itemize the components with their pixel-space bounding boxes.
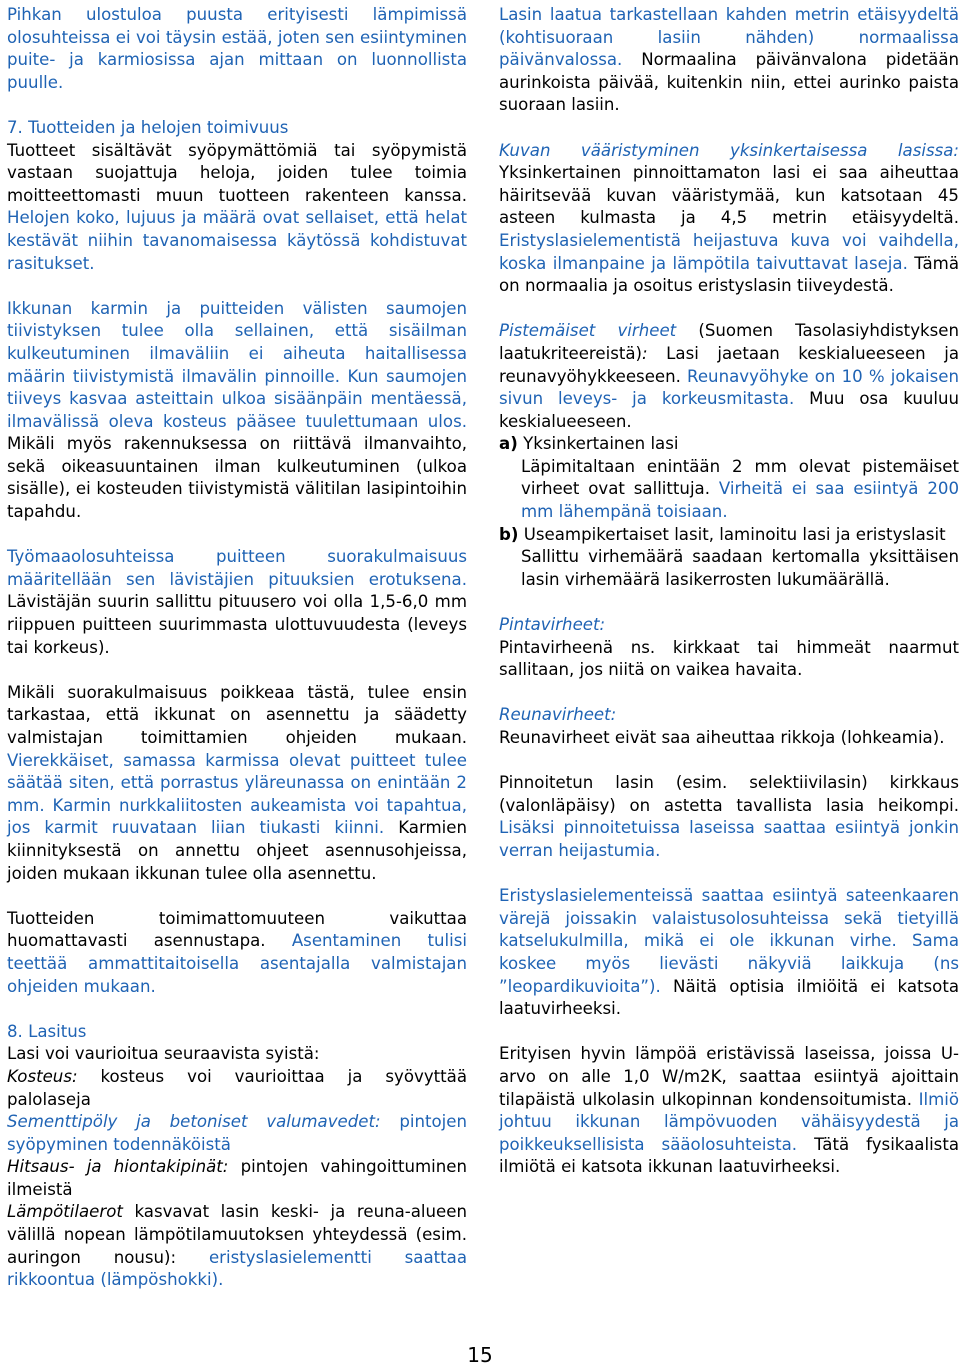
adjust-text-a: Mikäli suorakulmaisuus poikkeaa tästä, tulee ensin tarkastaa, että ikkunat on asennettu ja säädetty valmistajan toimittamien ohjeiden mukaan. <box>7 682 467 747</box>
sealing-text-c: Mikäli myös rakennuksessa on riittävä ilmanvaihto, sekä oikeasuuntainen ilman kulkeutuminen (ulkoa sisälle), ei kosteuden tiivistymistä välitilan lasipintoihin tapahdu. <box>7 434 467 522</box>
paragraph-distortion <box>499 140 959 298</box>
surface-defects-text: Pintavirheenä ns. kirkkaat tai himmeät naarmut sallitaan, jos niitä on vaikea havaita. <box>499 637 959 680</box>
paragraph-edge-defects <box>499 704 959 749</box>
sealing-text-b: Kun saumojen tiiveys kasvaa asteittain ulkoa sisäänpäin mentäessä, ilmavälissä oleva kosteus pääsee tuulettumaan ulos. <box>7 366 467 431</box>
section-8-heading: 8. Lasitus <box>7 1021 87 1041</box>
criteria-item-a <box>499 433 959 456</box>
section-8-intro: Lasi voi vaurioitua seuraavista syistä: <box>7 1044 320 1064</box>
install-text-a: Tuotteiden toimimattomuuteen vaikuttaa huomattavasti asennustapa. <box>7 908 467 951</box>
paragraph-coated-glass <box>499 772 959 862</box>
section-7-heading: 7. Tuotteiden ja helojen toimivuus <box>7 117 289 137</box>
paragraph-surface-defects <box>499 614 959 682</box>
criteria-a-body <box>499 456 959 524</box>
criteria-b-marker: b) <box>499 524 519 544</box>
sealing-text-a: Ikkunan karmin ja puitteiden välisten saumojen tiivistyksen tulee olla sellainen, että sisäilman kulkeutuminen ilmaväliin ei aiheuta haitallisessa määrin tiivistymistä ilmavälin pinnoille. <box>7 298 467 386</box>
section-7-lead: Tuotteet sisältävät syöpymättömiä tai syöpymistä vastaan suojattuja heloja, joiden tulee toimia moitteettomasti muun tuotteen rakenteen kanssa. <box>7 140 467 205</box>
cause-temperature-text-b: eristyslasielementti saattaa rikkoontua (lämpöshokki). <box>7 1247 467 1290</box>
defect-criteria-list <box>499 433 959 591</box>
paragraph-installation <box>7 908 467 998</box>
rainbow-text-b: Sama koskee myös lievästi näkyviä laikkuja (ns ”leopardikuvioita”). <box>499 931 959 996</box>
distortion-text-b: Eristyslasielementistä heijastuva kuva voi vaihdella, koska ilmanpaine ja lämpötila taivuttavat laseja. <box>499 230 959 273</box>
page-number: 15 <box>467 1343 493 1367</box>
condensation-text-a: Erityisen hyvin lämpöä eristävissä laseissa, joissa U-arvo on alle 1,0 W/m2K, saattaa esiintyä ajoittain tilapäistä ulkolasin ulkopinnan kondensoitumista. <box>499 1044 959 1109</box>
paragraph-squareness <box>7 546 467 659</box>
criteria-a-title: Yksinkertainen lasi <box>517 434 679 454</box>
criteria-item-b <box>499 524 959 547</box>
paragraph-point-defects <box>499 320 959 591</box>
section-8 <box>7 1021 467 1292</box>
coated-text-b: Lisäksi pinnoitetuissa laseissa saattaa esiintyä jonkin verran heijastumia. <box>499 818 959 860</box>
adjust-text-c: Karmin nurkkaliitosten aukeamista voi tapahtua, jos karmit ruuvataan liian tiukasti kiinni. <box>7 795 467 838</box>
distortion-text-c: Tämä on normaalia ja osoitus eristyslasin tiiveydestä. <box>499 253 959 296</box>
install-text-b: Asentaminen tulisi teettää ammattitaitoisella asentajalla valmistajan ohjeiden mukaan. <box>7 931 467 996</box>
cause-moisture-text: kosteus voi vaurioittaa ja syövyttää palolaseja <box>7 1066 467 1109</box>
criteria-a-body-b: Virheitä ei saa esiintyä 200 mm lähempänä toisiaan. <box>521 479 959 522</box>
right-column <box>499 4 959 1179</box>
condensation-text-b: Ilmiö johtuu ikkunan lämpövuoden vähäisyydestä ja poikkeuksellisista sääolosuhteista. <box>499 1089 959 1154</box>
coated-text-a: Pinnoitetun lasin (esim. selektiivilasin) kirkkaus (valonläpäisy) on astetta tavallista lasia heikompi. <box>499 773 959 815</box>
paragraph-resin <box>7 4 467 94</box>
cause-moisture-label: Kosteus: <box>7 1066 78 1086</box>
criteria-b-body-text: Sallittu virhemäärä saadaan kertomalla yksittäisen lasin virhemäärä lasikerrosten lukumäärällä. <box>521 547 959 589</box>
surface-defects-label: Pintavirheet: <box>499 615 606 635</box>
point-defects-label: Pistemäiset virheet <box>499 321 677 341</box>
edge-defects-label: Reunavirheet: <box>499 705 617 725</box>
cause-cement-text: pintojen syöpyminen todennäköistä <box>7 1112 467 1154</box>
section-7-rest: Helojen koko, lujuus ja määrä ovat sellaiset, että helat kestävät niihin tavanomaisessa käytössä kohdistuvat rasitukset. <box>7 208 467 273</box>
adjust-text-d: Karmien kiinnityksestä on annettu ohjeet asennusohjeissa, joiden mukaan ikkunan tulee olla asennettu. <box>7 818 467 883</box>
left-column <box>7 4 467 1292</box>
section-7 <box>7 117 467 275</box>
inspection-text-b: Normaalina päivänvalona pidetään aurinkoista päivää, kuitenkin niin, ettei aurinko paista suoraan lasiin. <box>499 50 959 115</box>
paragraph-rainbow <box>499 885 959 1021</box>
paragraph-inspection <box>499 4 959 117</box>
resin-text: Pihkan ulostuloa puusta erityisesti lämpimissä olosuhteissa ei voi täysin estää, joten sen esiintyminen puite- ja karmiosissa ajan mittaan on luonnollista puulle. <box>7 5 467 92</box>
squareness-text-b: Lävistäjän suurin sallittu pituusero voi olla 1,5-6,0 mm riippuen puitteen suurimmasta ulottuvuudesta (leveys tai korkeus). <box>7 592 467 657</box>
cause-temperature-label: Lämpötilaerot <box>7 1202 123 1222</box>
paragraph-condensation <box>499 1043 959 1179</box>
cause-sparks-text: pintojen vahingoittuminen ilmeistä <box>7 1157 467 1199</box>
point-defects-source: (Suomen Tasolasiyhdistyksen laatukriteereistä) <box>499 321 959 363</box>
criteria-a-marker: a) <box>499 434 518 454</box>
cause-sparks-label: Hitsaus- ja hiontakipinät: <box>7 1157 229 1177</box>
condensation-text-c: Tätä fysikaalista ilmiötä ei katsota ikkunan laatuvirheeksi. <box>499 1134 959 1177</box>
point-defects-text-d: Muu osa kuuluu keskialueeseen. <box>499 389 959 431</box>
distortion-label: Kuvan vääristyminen yksinkertaisessa lasissa: <box>499 140 959 160</box>
point-defects-colon: : <box>642 343 648 363</box>
cause-cement-label: Sementtipöly ja betoniset valumavedet: <box>7 1112 381 1132</box>
point-defects-text-c: Reunavyöhyke on 10 % jokaisen sivun leveys- ja korkeusmitasta. <box>499 366 959 409</box>
adjust-text-b: Vierekkäiset, samassa karmissa olevat puitteet tulee säätää siten, että porrastus yläreunassa on enintään 2 mm. <box>7 750 467 815</box>
rainbow-text-c: Näitä optisia ilmiöitä ei katsota laatuvirheeksi. <box>499 976 959 1019</box>
edge-defects-text: Reunavirheet eivät saa aiheuttaa rikkoja (lohkeamia). <box>499 728 945 747</box>
cause-temperature-text-a: kasvavat lasin keski- ja reuna-alueen välillä nopean lämpötilamuutoksen yhteydessä (esim. auringon nousu): <box>7 1202 467 1267</box>
inspection-text-a: Lasin laatua tarkastellaan kahden metrin etäisyydeltä (kohtisuoraan lasiin nähden) normaalissa päivänvalossa. <box>499 5 959 70</box>
criteria-a-body-a: Läpimitaltaan enintään 2 mm olevat pistemäiset virheet ovat sallittuja. <box>521 456 959 499</box>
criteria-b-body <box>499 546 959 591</box>
criteria-b-title: Useampikertaiset lasit, laminoitu lasi ja eristyslasit <box>518 524 946 544</box>
paragraph-adjustment <box>7 682 467 885</box>
distortion-text-a: Yksinkertainen pinnoittamaton lasi ei saa aiheuttaa häiritsevää kuvan vääristymää, kun katsotaan 45 asteen kulmasta ja 4,5 metrin etäisyydeltä. <box>499 163 959 228</box>
squareness-text-a: Työmaaolosuhteissa puitteen suorakulmaisuus määritellään sen lävistäjien pituuksien erotuksena. <box>7 547 467 589</box>
point-defects-text-b: Lasi jaetaan keskialueeseen ja reunavyöhykkeeseen. <box>499 343 959 386</box>
paragraph-sealing <box>7 298 467 524</box>
rainbow-text-a: Eristyslasielementeissä saattaa esiintyä sateenkaaren värejä joissakin valaistusolosuhteissa sekä tietyillä katselukulmilla, mikä ei ole ikkunan virhe. <box>499 886 959 951</box>
